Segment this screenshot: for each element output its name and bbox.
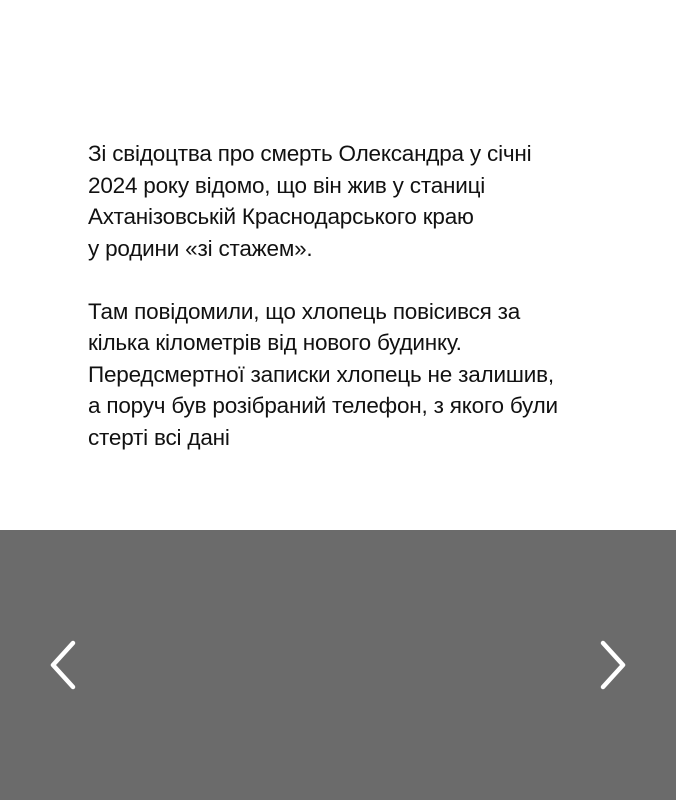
text-line: у родини «зі стажем». bbox=[88, 235, 313, 261]
text-line: а поруч був розібраний телефон, з якого були bbox=[88, 393, 558, 418]
paragraph-1 bbox=[88, 138, 608, 264]
text-line: стерті всі дані bbox=[88, 424, 230, 450]
chevron-left-icon bbox=[45, 639, 79, 691]
slide-text bbox=[88, 138, 608, 485]
paragraph-2 bbox=[88, 296, 608, 454]
chevron-right-icon bbox=[597, 639, 631, 691]
text-line: Зі свідоцтва про смерть Олександра у січні bbox=[88, 141, 532, 166]
text-line: Ахтанізовській Краснодарського краю bbox=[88, 204, 474, 229]
text-line: 2024 року відомо, що він жив у станиці bbox=[88, 172, 486, 198]
text-line: Передсмертної записки хлопець не залишив, bbox=[88, 361, 554, 387]
previous-slide-button[interactable] bbox=[32, 630, 92, 700]
next-slide-button[interactable] bbox=[584, 630, 644, 700]
viewer-backdrop bbox=[0, 530, 676, 800]
text-line: Там повідомили, що хлопець повісився за bbox=[88, 298, 521, 324]
text-line: кілька кілометрів від нового будинку. bbox=[88, 330, 462, 355]
